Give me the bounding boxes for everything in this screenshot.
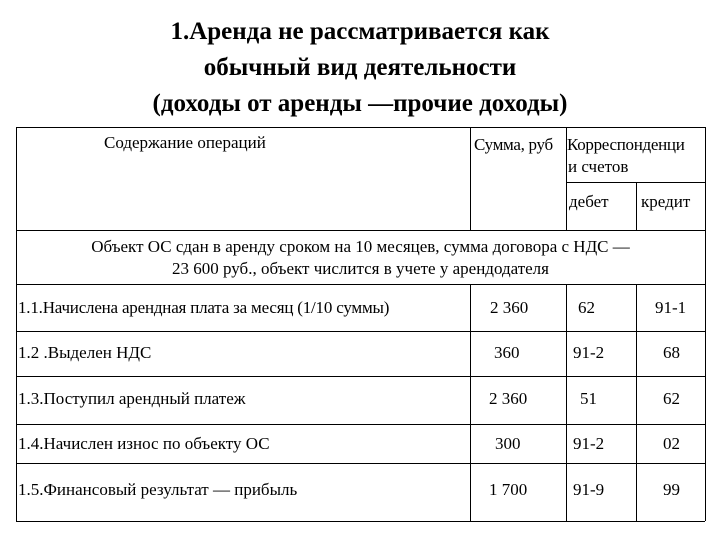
- header-credit: кредит: [641, 192, 691, 211]
- row-4-bottom-border: [16, 463, 705, 464]
- row-2-credit: 68: [663, 343, 680, 362]
- header-amount: Сумма, руб: [474, 135, 553, 154]
- row-1-operation: 1.1.Начислена арендная плата за месяц (1/10 суммы): [18, 298, 390, 317]
- credit-column-left-body: [636, 284, 637, 521]
- row-3-operation: 1.3.Поступил арендный платеж: [18, 389, 246, 408]
- table-top-border: [16, 127, 705, 128]
- row-4-debit: 91-2: [573, 434, 605, 453]
- header-correspondence-line-1: Корреспонденци: [567, 135, 685, 154]
- amount-column-left-header: [470, 127, 471, 230]
- row-1-amount: 2 360: [490, 298, 529, 317]
- row-4-amount: 300: [495, 434, 521, 453]
- note-bottom-border: [16, 284, 705, 285]
- header-correspondence-line-2: и счетов: [568, 157, 629, 176]
- row-2-debit: 91-2: [573, 343, 605, 362]
- row-1-bottom-border: [16, 331, 705, 332]
- row-3-debit: 51: [580, 389, 597, 408]
- row-5-operation: 1.5.Финансовый результат — прибыль: [18, 480, 298, 499]
- row-3-credit: 62: [663, 389, 680, 408]
- note-line-2: 23 600 руб., объект числится в учете у арендодателя: [172, 259, 549, 278]
- header-debit: дебет: [569, 192, 609, 211]
- row-2-amount: 360: [494, 343, 520, 362]
- row-4-credit: 02: [663, 434, 680, 453]
- row-3-bottom-border: [16, 424, 705, 425]
- row-2-bottom-border: [16, 376, 705, 377]
- table-left-border: [16, 127, 17, 521]
- title-line-3: (доходы от аренды —прочие доходы): [152, 90, 568, 117]
- header-content: Содержание операций: [104, 133, 266, 152]
- header-bottom-border: [16, 230, 705, 231]
- row-5-debit: 91-9: [573, 480, 605, 499]
- slide-title: [0, 14, 720, 122]
- row-2-operation: 1.2 .Выделен НДС: [18, 343, 152, 362]
- amount-column-left-body: [470, 284, 471, 521]
- table-right-border: [705, 127, 706, 521]
- row-1-credit: 91-1: [655, 298, 687, 317]
- title-line-2: обычный вид деятельности: [203, 54, 517, 81]
- row-5-amount: 1 700: [489, 480, 528, 499]
- table-bottom-border: [16, 521, 705, 522]
- debit-column-left-body: [566, 284, 567, 521]
- note-line-1: Объект ОС сдан в аренду сроком на 10 месяцев, сумма договора с НДС —: [91, 237, 630, 256]
- row-1-debit: 62: [578, 298, 595, 317]
- title-line-1: 1.Аренда не рассматривается как: [170, 18, 550, 45]
- credit-column-left-header: [636, 182, 637, 230]
- row-3-amount: 2 360: [489, 389, 528, 408]
- row-5-credit: 99: [663, 480, 680, 499]
- row-4-operation: 1.4.Начислен износ по объекту ОС: [18, 434, 270, 453]
